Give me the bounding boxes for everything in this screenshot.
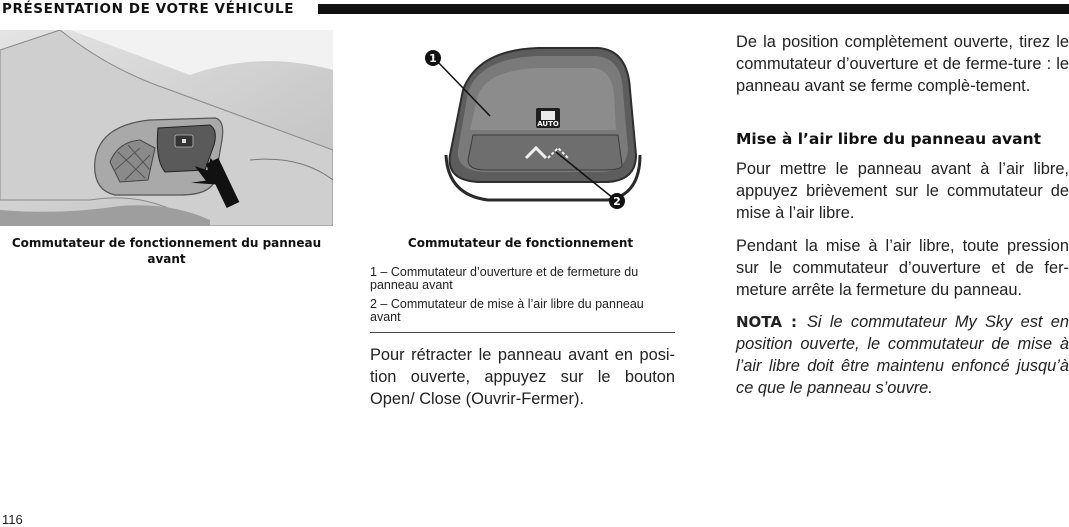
header-title: PRÉSENTATION DE VOTRE VÉHICULE [2,1,295,17]
note-block [736,311,1069,399]
page-header [0,0,1069,20]
auto-button-label: AUTO [537,120,559,128]
paragraph-vent: Pour mettre le panneau avant à l’air libre, appuyez brièvement sur le commutateur de mise à l’air libre. [736,160,1069,222]
legend-divider [370,332,675,333]
paragraph-retract: Pour rétracter le panneau avant en posi-tion ouverte, appuyez sur le bouton Open/ Close (Ouvrir-Fermer). [370,346,675,408]
callout-1-number: 1 [429,52,437,65]
header-bar [318,4,1069,14]
callout-2-number: 2 [613,195,621,208]
figure-right-caption: Commutateur de fonctionnement [407,236,634,250]
legend-item-1: 1 – Commutateur d’ouverture et de fermeture du panneau avant [370,265,639,292]
section-heading-vent: Mise à l’air libre du panneau avant [736,130,1042,148]
note-text: Si le commutateur My Sky est en position ouverte, le commutateur de mise à l’air libre doit être maintenu enfoncé jusqu’à ce que le panneau s’ouvre. [736,313,1069,397]
legend-item-2: 2 – Commutateur de mise à l’air libre du panneau avant [370,297,644,324]
overhead-console-photo [0,30,333,226]
paragraph-vent-stop: Pendant la mise à l’air libre, toute pression sur le commutateur d’ouverture et de fer-meture arrête la fermeture du panneau. [736,237,1069,299]
note-label: NOTA : [736,313,797,331]
page-number: 116 [2,512,23,527]
switch-illustration [368,30,673,226]
figure-left-caption: Commutateur de fonctionnement du panneau avant [11,236,322,266]
paragraph-close: De la position complètement ouverte, tirez le commutateur d’ouverture et de ferme-ture : le panneau avant se ferme complè-tement. [736,33,1069,95]
